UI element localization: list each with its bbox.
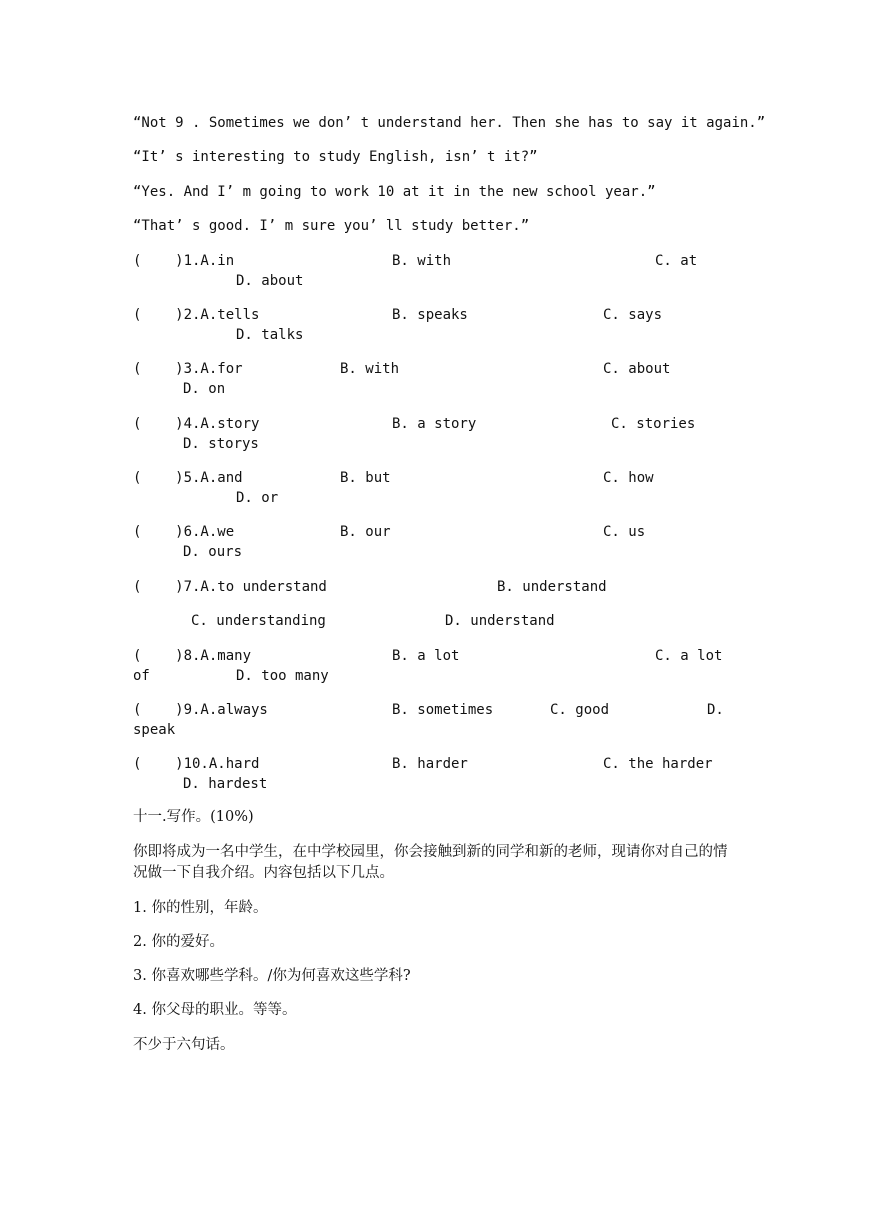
writing-intro: 你即将成为一名中学生，在中学校园里，你会接触到新的同学和新的老师，现请你对自己的情况做一下自我介绍。内容包括以下几点。: [133, 844, 728, 881]
option-c: C. about: [603, 361, 671, 377]
option-d: D. hardest: [183, 776, 268, 792]
option-c-continued: of: [133, 668, 150, 684]
question-1-stem: ( )1.A.in: [133, 253, 235, 269]
question-2: [133, 305, 733, 349]
question-4: [133, 414, 733, 458]
option-d-continued: speak: [133, 722, 176, 738]
option-d: D. storys: [183, 436, 259, 452]
option-b: B. our: [340, 524, 391, 540]
question-1: [133, 251, 733, 295]
option-d: D. about: [236, 273, 304, 289]
writing-point-3: 3. 你喜欢哪些学科。/你为何喜欢这些学科?: [133, 968, 411, 984]
question-3: [133, 359, 733, 403]
option-d: D. on: [183, 381, 226, 397]
option-c: C. a lot: [655, 648, 723, 664]
option-c: C. how: [603, 470, 654, 486]
option-c: C. at: [655, 253, 698, 269]
writing-point-4: 4. 你父母的职业。等等。: [133, 1002, 297, 1018]
question-7-stem: ( )7.A.to understand: [133, 579, 327, 595]
option-b: B. with: [340, 361, 400, 377]
option-d: D.: [707, 702, 724, 718]
option-c: C. stories: [611, 416, 696, 432]
question-8-stem: ( )8.A.many: [133, 648, 252, 664]
question-9-stem: ( )9.A.always: [133, 702, 268, 718]
dialogue-line-3: “Yes. And I’ m going to work 10 at it in the new school year.”: [133, 184, 656, 200]
option-d: D. talks: [236, 327, 304, 343]
question-5: [133, 468, 733, 512]
dialogue-line-1: “Not 9 . Sometimes we don’ t understand her. Then she has to say it again.”: [133, 115, 766, 131]
option-c: C. us: [603, 524, 646, 540]
question-4-stem: ( )4.A.story: [133, 416, 260, 432]
dialogue-line-2: “It’ s interesting to study English, isn’ t it?”: [133, 149, 538, 165]
writing-requirement: 不少于六句话。: [133, 1037, 235, 1053]
option-c: C. says: [603, 307, 663, 323]
question-10-stem: ( )10.A.hard: [133, 756, 260, 772]
option-b: B. speaks: [392, 307, 468, 323]
question-5-stem: ( )5.A.and: [133, 470, 243, 486]
option-d: D. ours: [183, 544, 243, 560]
writing-point-2: 2. 你的爱好。: [133, 934, 224, 950]
question-2-stem: ( )2.A.tells: [133, 307, 260, 323]
question-6-stem: ( )6.A.we: [133, 524, 235, 540]
option-c: C. understanding: [191, 613, 326, 629]
question-9: [133, 700, 733, 744]
question-6: [133, 522, 733, 566]
option-c: C. the harder: [603, 756, 713, 772]
question-10: [133, 754, 733, 798]
question-8: [133, 646, 733, 690]
option-b: B. harder: [392, 756, 468, 772]
option-d: D. or: [236, 490, 279, 506]
writing-point-1: 1. 你的性别，年龄。: [133, 900, 268, 916]
question-3-stem: ( )3.A.for: [133, 361, 243, 377]
option-b: B. but: [340, 470, 391, 486]
question-7: [133, 577, 733, 637]
option-c: C. good: [550, 702, 610, 718]
option-b: B. a lot: [392, 648, 460, 664]
option-d: D. too many: [236, 668, 329, 684]
option-b: B. with: [392, 253, 452, 269]
option-b: B. understand: [497, 579, 607, 595]
option-b: B. sometimes: [392, 702, 494, 718]
option-b: B. a story: [392, 416, 477, 432]
writing-heading: 十一.写作。(10%): [133, 809, 254, 825]
dialogue-line-4: “That’ s good. I’ m sure you’ ll study better.”: [133, 218, 530, 234]
option-d: D. understand: [445, 613, 555, 629]
